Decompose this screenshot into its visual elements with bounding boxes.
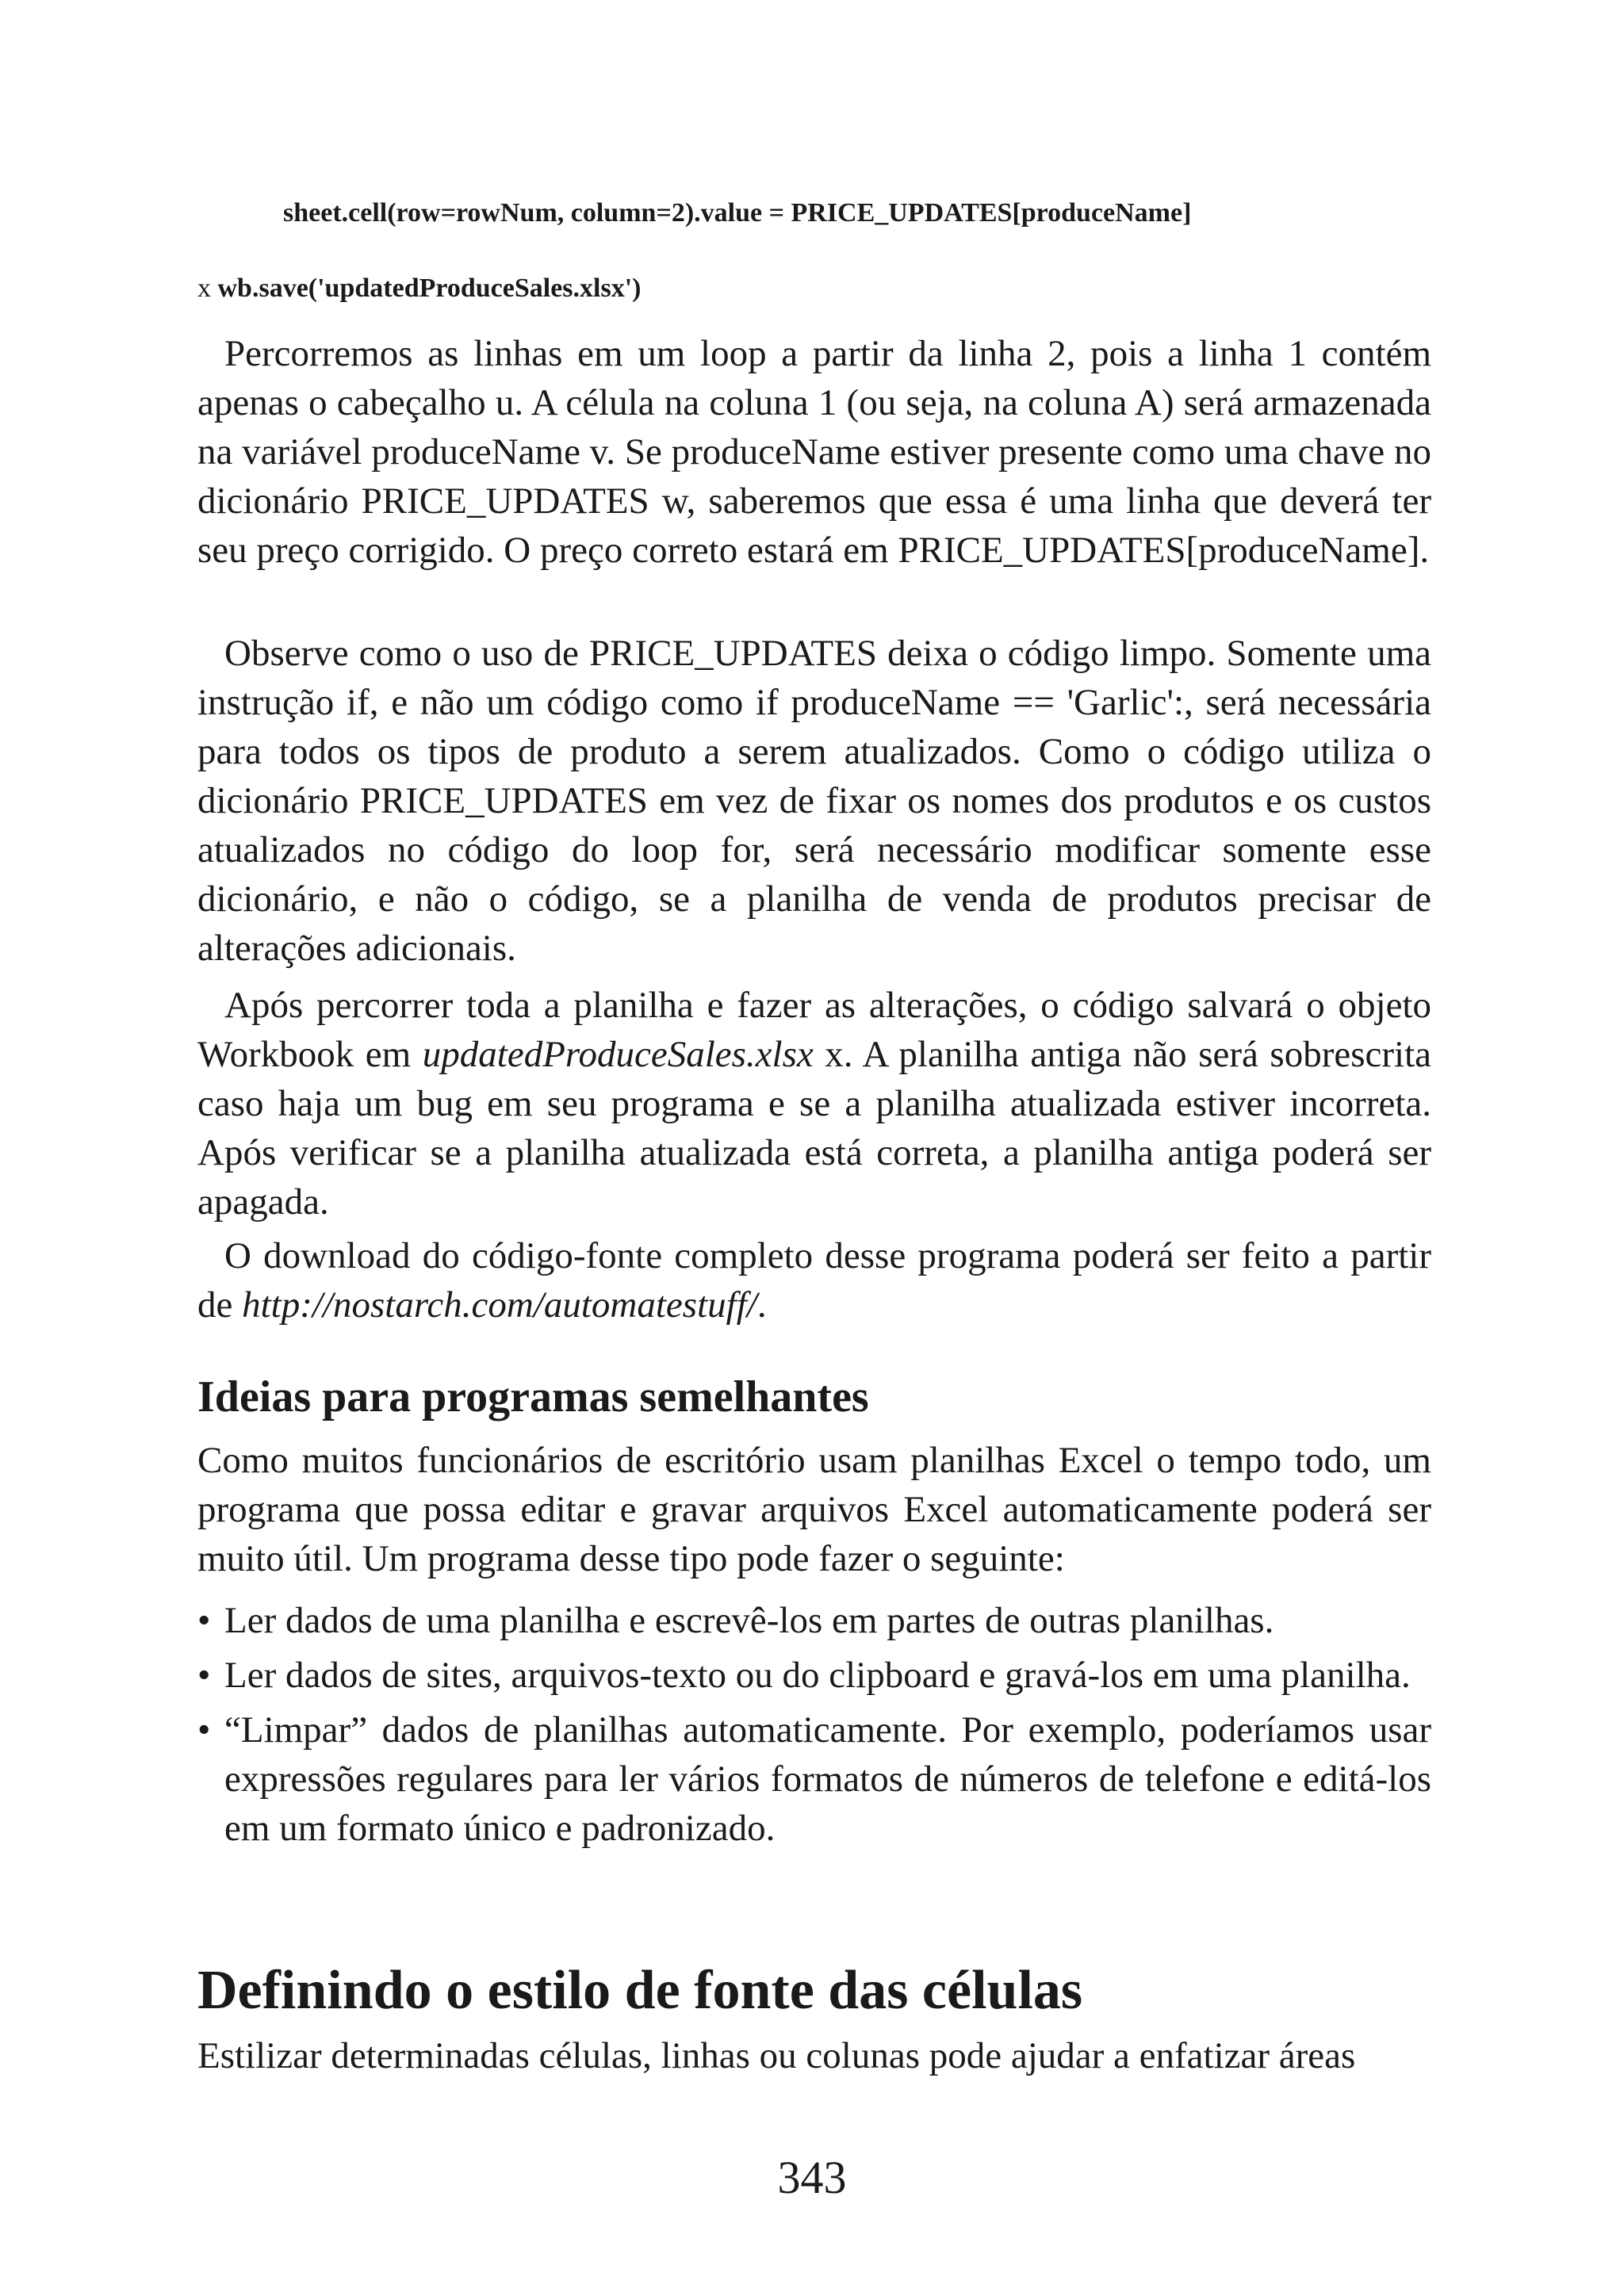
chapter-intro-paragraph: Estilizar determinadas células, linhas ou colunas pode ajudar a enfatizar áreas: [197, 2035, 1356, 2076]
list-item: [197, 1705, 1431, 1853]
list-item: [197, 1651, 1431, 1700]
list-item: [197, 1596, 1431, 1645]
section-heading: Ideias para programas semelhantes: [197, 1372, 869, 1422]
code-line-cell-assignment: [283, 197, 1191, 230]
code-marker: x: [197, 274, 211, 303]
bullet-icon: •: [197, 1655, 211, 1696]
bullet-icon: •: [197, 1600, 211, 1641]
paragraph-price-updates: Observe como o uso de PRICE_UPDATES deixa o código limpo. Somente uma instrução if, e não um código como if produceName == 'Garlic':, será necessária para todos os tipos de produto a serem atualizados. Como o código utiliza o dicionário PRICE_UPDATES em vez de fixar os nomes dos produtos e os custos atualizados no código do loop for, será necessário modificar somente esse dicionário, e não o código, se a planilha de venda de produtos precisar de alterações adicionais.: [197, 633, 1431, 969]
section-intro-paragraph: Como muitos funcionários de escritório usam planilhas Excel o tempo todo, um programa que possa editar e gravar arquivos Excel automaticamente poderá ser muito útil. Um programa desse tipo pode fazer o seguinte:: [197, 1440, 1431, 1579]
text-span: O download do código-fonte completo desse programa poderá ser feito a partir de: [197, 1235, 1431, 1326]
chapter-heading: Definindo o estilo de fonte das células: [197, 1960, 1083, 2021]
code-text: sheet.cell(row=rowNum, column=2).value = PRICE_UPDATES[produceName]: [283, 198, 1192, 228]
list-item-text: Ler dados de uma planilha e escrevê-los em partes de outras planilhas.: [224, 1600, 1274, 1641]
url-italic: http://nostarch.com/automatestuff/: [242, 1284, 757, 1326]
text-span: .: [756, 1284, 767, 1326]
bullet-icon: •: [197, 1709, 211, 1751]
list-item-text: “Limpar” dados de planilhas automaticamente. Por exemplo, poderíamos usar expressões regulares para ler vários formatos de números de telefone e editá-los em um formato único e padronizado.: [224, 1709, 1431, 1849]
list-item-text: Ler dados de sites, arquivos-texto ou do clipboard e gravá-los em uma planilha.: [224, 1655, 1411, 1696]
paragraph-loop-explanation: Percorremos as linhas em um loop a partir da linha 2, pois a linha 1 contém apenas o cabeçalho u. A célula na coluna 1 (ou seja, na coluna A) será armazenada na variável produceName v. Se produceName estiver presente como uma chave no dicionário PRICE_UPDATES w, saberemos que essa é uma linha que deverá ter seu preço corrigido. O preço correto estará em PRICE_UPDATES[produceName].: [197, 333, 1431, 571]
text-span: x. A planilha antiga não será sobrescrita caso haja um bug em seu programa e se a planilha atualizada estiver incorreta. Após verificar se a planilha atualizada está correta, a planilha antiga poderá ser apagada.: [197, 1034, 1431, 1223]
paragraph-save-workbook: [197, 981, 1431, 1226]
code-text: wb.save('updatedProduceSales.xlsx'): [217, 274, 642, 303]
paragraph-download: [197, 1231, 1431, 1330]
ideas-bullet-list: [197, 1596, 1431, 1858]
page-number: 343: [777, 2152, 847, 2203]
filename-italic: updatedProduceSales.xlsx: [422, 1034, 814, 1075]
text-span: Após percorrer toda a planilha e fazer as alterações, o código salvará o objeto Workbook em: [197, 985, 1431, 1075]
code-line-save: [197, 272, 641, 305]
